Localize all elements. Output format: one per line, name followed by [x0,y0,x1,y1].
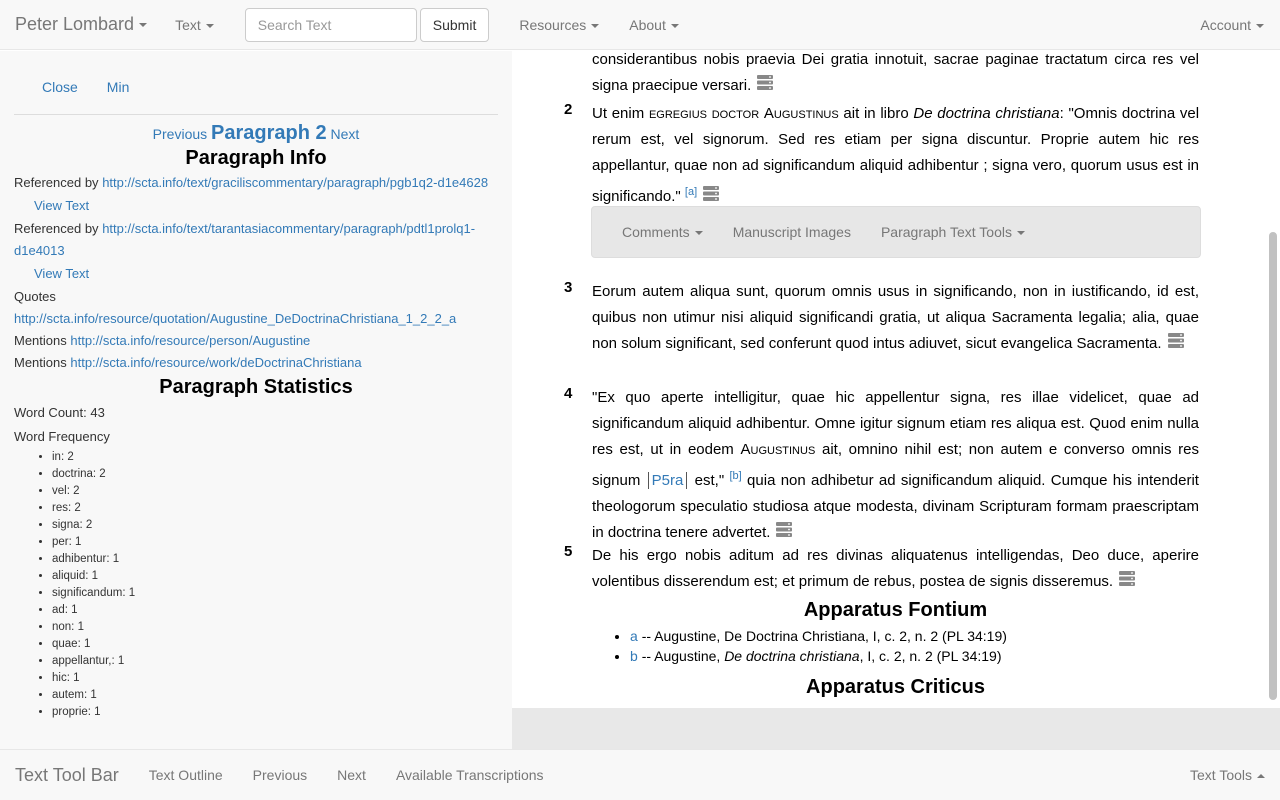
about-label: About [629,16,666,33]
text-pane [512,51,1280,708]
mention-link[interactable]: http://scta.info/resource/work/deDoctrinaChristiana [70,355,362,370]
paragraph-text-tools-menu[interactable] [881,224,1025,240]
paragraph-info-sidebar [0,51,512,749]
apparatus-fontium-list [630,626,1007,666]
sidebar-controls [14,51,498,111]
name-smallcaps: Augustinus [763,105,839,122]
folio-marker-link[interactable]: P5ra [648,472,688,489]
list-item: • per: 1 [52,534,498,551]
list-item: • quae: 1 [52,636,498,653]
chevron-down-icon [206,24,214,28]
mention-label: Mentions [14,333,67,348]
apparatus-key-link[interactable]: a [630,628,638,644]
name-smallcaps: Augustinus [740,441,816,458]
list-item: • autem: 1 [52,687,498,704]
paragraph-1-tail [592,51,1199,99]
paragraph-text: De his ergo nobis aditum ad res divinas aliquatenus intelligendas, Deo duce, aperire volentibus disserendum est; et primum de rebus, postea de signis disseremus. [592,547,1199,590]
paragraph-statistics-heading: Paragraph Statistics [159,376,353,398]
text-tool-bar [0,749,1280,800]
mention-label: Mentions [14,355,67,370]
reference-item [14,218,498,262]
text-menu[interactable] [175,17,214,33]
apparatus-criticus-heading: Apparatus Criticus [806,676,985,698]
paragraph-number: 3 [564,279,573,296]
divider [14,114,498,115]
work-title: De doctrina christiana [724,648,860,664]
next-paragraph-link[interactable]: Next [330,126,360,142]
paragraph-number: 4 [564,385,573,402]
list-item: • res: 2 [52,500,498,517]
quotation-link[interactable]: http://scta.info/resource/quotation/Augustine_DeDoctrinaChristiana_1_2_2_a [14,311,457,326]
chevron-down-icon [1017,231,1025,235]
reference-link[interactable]: http://scta.info/text/tarantasiacommentary/paragraph/pdtl1prolq1-d1e4013 [14,221,476,258]
list-item: • ad: 1 [52,602,498,619]
apparatus-key-link[interactable]: b [630,648,638,664]
footnote-link[interactable]: [b] [729,470,742,482]
quotes-label: Quotes [14,289,56,304]
chevron-down-icon [695,231,703,235]
paragraph-toolbar [591,206,1201,258]
mention-item [14,330,498,352]
footnote-link[interactable]: [a] [684,186,698,198]
previous-paragraph-link[interactable]: Previous [152,126,208,142]
view-text-link[interactable]: View Text [34,266,90,281]
paragraph-text: Eorum autem aliqua sunt, quorum omnis usus in significando, non in iustificando, id est, quibus non utimur nisi aliquid significandi gratia, ut aliqua Sacramenta legalia; alia, quae non solum significant, sed conferunt quod intus adiuvet, sicut evangelica Sacramenta. [592,283,1199,352]
paragraph-menu-icon[interactable] [1119,569,1135,595]
paragraph-title: Paragraph 2 [211,122,327,144]
comments-menu[interactable] [622,224,703,240]
paragraph-text: est," [694,472,725,489]
word-count: Word Count: 43 [14,405,105,420]
list-item [630,626,1007,646]
paragraph-number: 2 [564,101,573,118]
paragraph-text: ait in libro [843,105,909,122]
word-frequency-list [14,449,498,721]
submit-button[interactable]: Submit [420,8,490,42]
chevron-down-icon [671,24,679,28]
top-navbar [0,0,1280,50]
paragraph-text: : "Omnis doctrina vel rerum est, vel signorum. Sed res etiam per signa discuntur. Proprie autem hic res appellantur, quae non ad significandum aliquid adhibentur ; signa vero, quorum usus est in significando." [592,105,1200,205]
account-menu[interactable] [1200,17,1264,33]
tool-bar-title: Text Tool Bar [15,764,119,785]
paragraph-menu-icon[interactable] [1168,331,1184,357]
mention-item [14,352,498,374]
apparatus-text: , I, c. 2, n. 2 (PL 34:19) [859,648,1002,664]
list-item: • significandum: 1 [52,585,498,602]
about-menu[interactable] [629,17,679,33]
brand-menu[interactable] [0,14,147,35]
paragraph-number: 5 [564,543,573,560]
paragraph-info-heading: Paragraph Info [185,147,327,169]
chevron-down-icon [139,23,147,27]
apparatus-text: -- Augustine, De Doctrina Christiana, I, c. 2, n. 2 (PL 34:19) [641,628,1007,644]
reference-item [14,172,498,194]
quotes-item [14,308,498,330]
text-menu-label: Text [175,16,201,33]
list-item: • in: 2 [52,449,498,466]
list-item: • appellantur,: 1 [52,653,498,670]
list-item: • doctrina: 2 [52,466,498,483]
list-item: • vel: 2 [52,483,498,500]
next-button[interactable]: Next [337,767,366,783]
resources-label: Resources [519,16,587,33]
list-item: • signa: 2 [52,517,498,534]
list-item: • proprie: 1 [52,704,498,721]
close-button[interactable]: Close [42,79,78,95]
paragraph-text: considerantibus nobis praevia Dei gratia innotuit, sacrae paginae tractatum circa res vel signa praecipue versari. [592,51,1199,94]
paragraph-text: quia non adhibetur ad significandum aliquid. Cumque his intenderit theologorum speculatio studiosa atque modesta, divinam Scripturam formam praescriptam in doctrina tenere advertet. [592,472,1199,541]
available-transcriptions-button[interactable]: Available Transcriptions [395,767,544,783]
minimize-button[interactable]: Min [106,79,130,95]
apparatus-text: -- Augustine, [641,648,725,664]
paragraph-text: Ut enim [592,105,645,122]
work-title: De doctrina christiana [913,105,1060,122]
reference-link[interactable]: http://scta.info/text/graciliscommentary/paragraph/pgb1q2-d1e4628 [102,175,489,190]
list-item: • aliquid: 1 [52,568,498,585]
comments-label: Comments [622,224,690,240]
list-item: • non: 1 [52,619,498,636]
reference-label: Referenced by [14,175,99,190]
text-tools-label: Text Tools [1190,767,1252,783]
text-pane-scrollbar[interactable] [1269,232,1277,700]
text-tools-menu[interactable] [1190,767,1265,783]
search-input[interactable] [245,8,417,42]
list-item: • adhibentur: 1 [52,551,498,568]
paragraph-3 [592,279,1199,357]
view-text-link[interactable]: View Text [34,198,90,213]
reference-label: Referenced by [14,221,99,236]
paragraph-menu-icon[interactable] [757,73,773,99]
pane-footer-area [512,708,1280,749]
list-item [630,646,1007,666]
paragraph-5 [592,543,1199,595]
manuscript-images-button[interactable]: Manuscript Images [732,224,851,240]
chevron-down-icon [591,24,599,28]
chevron-down-icon [1256,24,1264,28]
list-item: • hic: 1 [52,670,498,687]
mention-link[interactable]: http://scta.info/resource/person/Augustine [70,333,311,348]
paragraph-4 [592,385,1199,546]
account-label: Account [1200,16,1251,33]
previous-button[interactable]: Previous [252,767,308,783]
name-smallcaps: egregius doctor [648,105,760,122]
apparatus-fontium-heading: Apparatus Fontium [803,599,988,621]
chevron-up-icon [1257,774,1265,778]
brand-label: Peter Lombard [15,14,135,34]
paragraph-2 [592,101,1199,210]
text-outline-button[interactable]: Text Outline [148,767,223,783]
word-frequency-label: Word Frequency [14,429,110,444]
paragraph-nav [14,122,498,145]
paragraph-text-tools-label: Paragraph Text Tools [880,224,1012,240]
paragraph-text: "Ex quo aperte intelligitur, quae hic appellentur signa, res illae videlicet, quae ad significandum aliquid adhibentur. Omne igitur signum etiam res aliqua est. Quod enim nulla res est, ut in eodem [592,389,1199,458]
paragraph-text: ait, omnino nihil est; non autem e converso omnis res signum [592,441,1199,489]
resources-menu[interactable] [519,17,599,33]
